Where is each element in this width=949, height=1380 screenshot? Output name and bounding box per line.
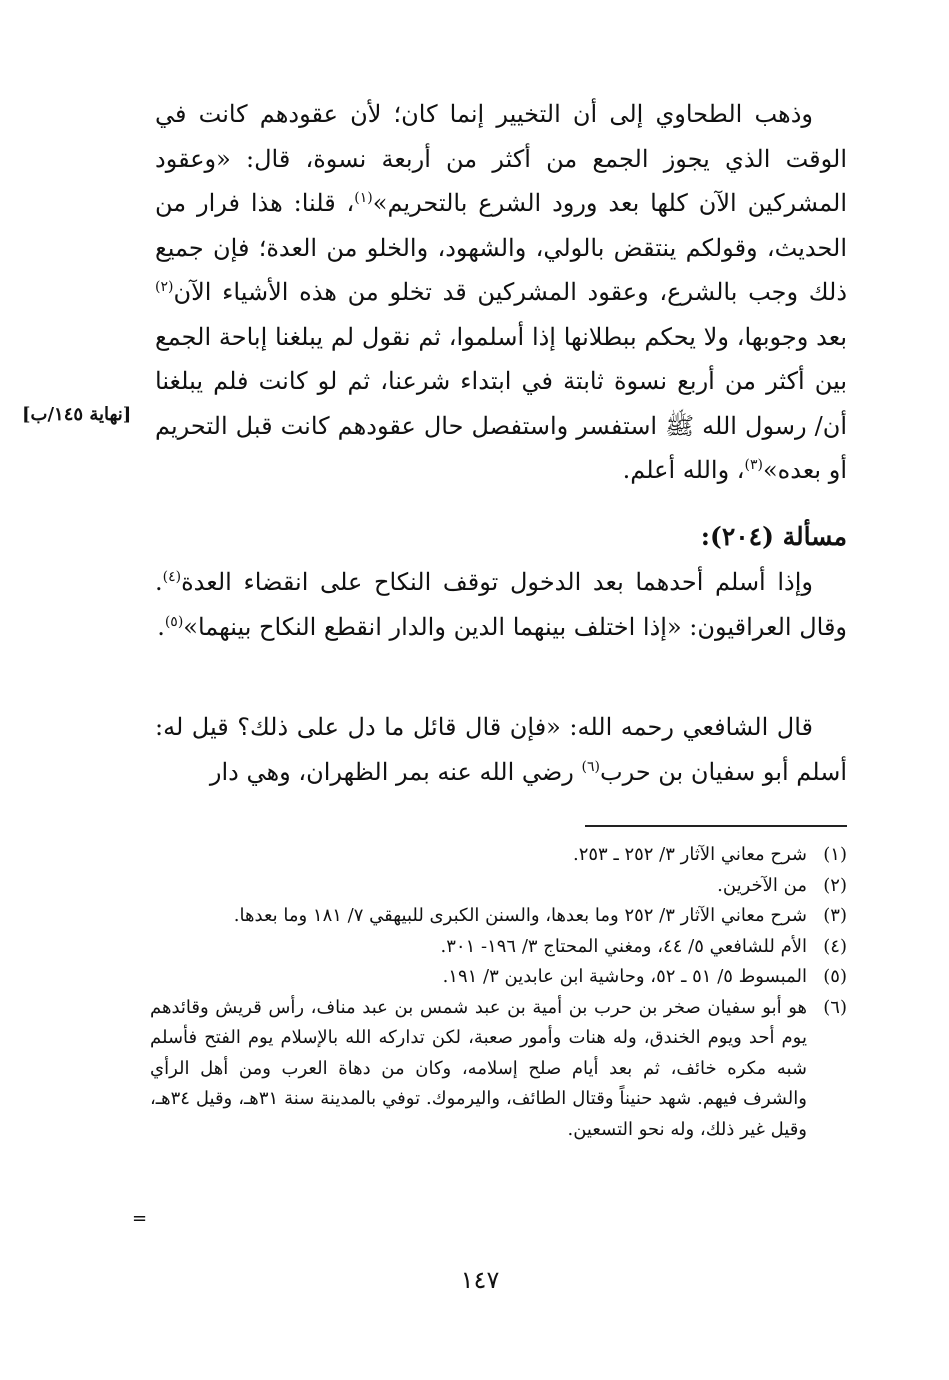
- manuscript-margin-note: [نهاية ١٤٥/ب]: [22, 404, 132, 425]
- footnote-number: (٥): [823, 966, 847, 987]
- footnote-item: [150, 962, 847, 993]
- paragraph-tahawi: [155, 92, 847, 493]
- paragraph-text: قال الشافعي رحمه الله: «فإن قال قائل ما دل على ذلك؟ قيل له: أسلم أبو سفيان بن حرب: [155, 713, 847, 786]
- paragraph-islam-after-consummation: [155, 560, 847, 649]
- footnote-number: (٢): [823, 874, 847, 896]
- footnote-number: (٣): [823, 905, 847, 926]
- continuation-mark: =: [132, 1208, 148, 1229]
- footnote-item: [150, 901, 847, 932]
- footnote-ref-4: (٤): [162, 569, 182, 585]
- footnote-ref-3: (٣): [744, 457, 763, 473]
- paragraph-text: وذهب الطحاوي إلى أن التخيير إنما كان؛ لأن عقودهم كانت في الوقت الذي يجوز الجمع من أكثر من أربعة نسوة، قال: «وعقود المشركين الآن كلها بعد ورود الشرع بالتحريم»: [155, 100, 848, 217]
- paragraph-text: .: [157, 612, 165, 641]
- footnote-ref-6: (٦): [581, 758, 600, 775]
- paragraph-shafii-quote: [155, 705, 847, 794]
- footnote-text: هو أبو سفيان صخر بن حرب بن أمية بن عبد شمس بن عبد مناف، رأس قريش وقائدهم يوم أحد ويوم الخندق، وله هنات وأمور صعبة، لكن تداركه الله بالإسلام يوم الفتح فأسلم شبه مكره خائف، ثم بعد أيام صلح إسلامه، وكان من دهاة العرب ومن أهل الرأي والشرف فيهم. شهد حنيناً وقتال الطائف، واليرموك. توفي بالمدينة سنة ٣١هـ، وقيل ٣٤هـ، وقيل غير ذلك، وله نحو التسعين.: [150, 996, 807, 1140]
- footnote-item: [150, 993, 847, 1146]
- footnote-separator: [585, 825, 847, 827]
- paragraph-text: ، قلنا: هذا فرار من الحديث، وقولكم ينتقض بالولي، والشهود، والخلو من العدة؛ فإن جميع ذلك وجب بالشرع، وعقود المشركين قد تخلو من هذه الأشياء الآن: [155, 189, 848, 306]
- footnote-text: شرح معاني الآثار ٣/ ٢٥٢ ـ ٢٥٣.: [572, 844, 807, 865]
- footnote-ref-5: (٥): [164, 613, 184, 630]
- footnote-item: [150, 871, 847, 902]
- footnote-number: (١): [823, 844, 847, 865]
- footnote-item: [150, 932, 847, 963]
- paragraph-text: . وقال العراقيون: «إذا اختلف بينهما الدين والدار انقطع النكاح بينهما»: [155, 568, 847, 641]
- paragraph-text: وإذا أسلم أحدهما بعد الدخول توقف النكاح على انقضاء العدة: [181, 568, 813, 596]
- footnote-number: (٤): [823, 935, 847, 957]
- footnote-ref-1: (١): [354, 190, 373, 206]
- paragraph-text: رضي الله عنه بمر الظهران، وهي دار: [209, 757, 582, 786]
- footnote-text: المبسوط ٥/ ٥١ ـ ٥٢، وحاشية ابن عابدين ٣/ ١٩١.: [442, 966, 807, 987]
- page-number: ١٤٧: [460, 1266, 500, 1294]
- footnote-item: [150, 840, 847, 871]
- section-heading: مسألة (٢٠٤):: [700, 522, 847, 551]
- paragraph-text: بعد وجوبها، ولا يحكم ببطلانها إذا أسلموا، ثم نقول لم يبلغنا إباحة الجمع بين أكثر من أربع نسوة ثابتة في ابتداء شرعنا، ثم لو كانت فلم يبلغنا أن/ رسول الله ﷺ استفسر واستفصل حال عقودهم كانت قبل التحريم أو بعده»: [155, 322, 848, 484]
- footnote-text: من الآخرين.: [717, 874, 807, 896]
- footnote-text: شرح معاني الآثار ٣/ ٢٥٢ وما بعدها، والسنن الكبرى للبيهقي ٧/ ١٨١ وما بعدها.: [233, 905, 807, 926]
- footnote-number: (٦): [823, 996, 847, 1018]
- footnote-ref-2: (٢): [155, 279, 174, 295]
- footnotes-list: [150, 840, 847, 1145]
- footnote-text: الأم للشافعي ٥/ ٤٤، ومغني المحتاج ٣/ ١٩٦- ٣٠١.: [440, 935, 807, 957]
- paragraph-text: ، والله أعلم.: [622, 456, 745, 484]
